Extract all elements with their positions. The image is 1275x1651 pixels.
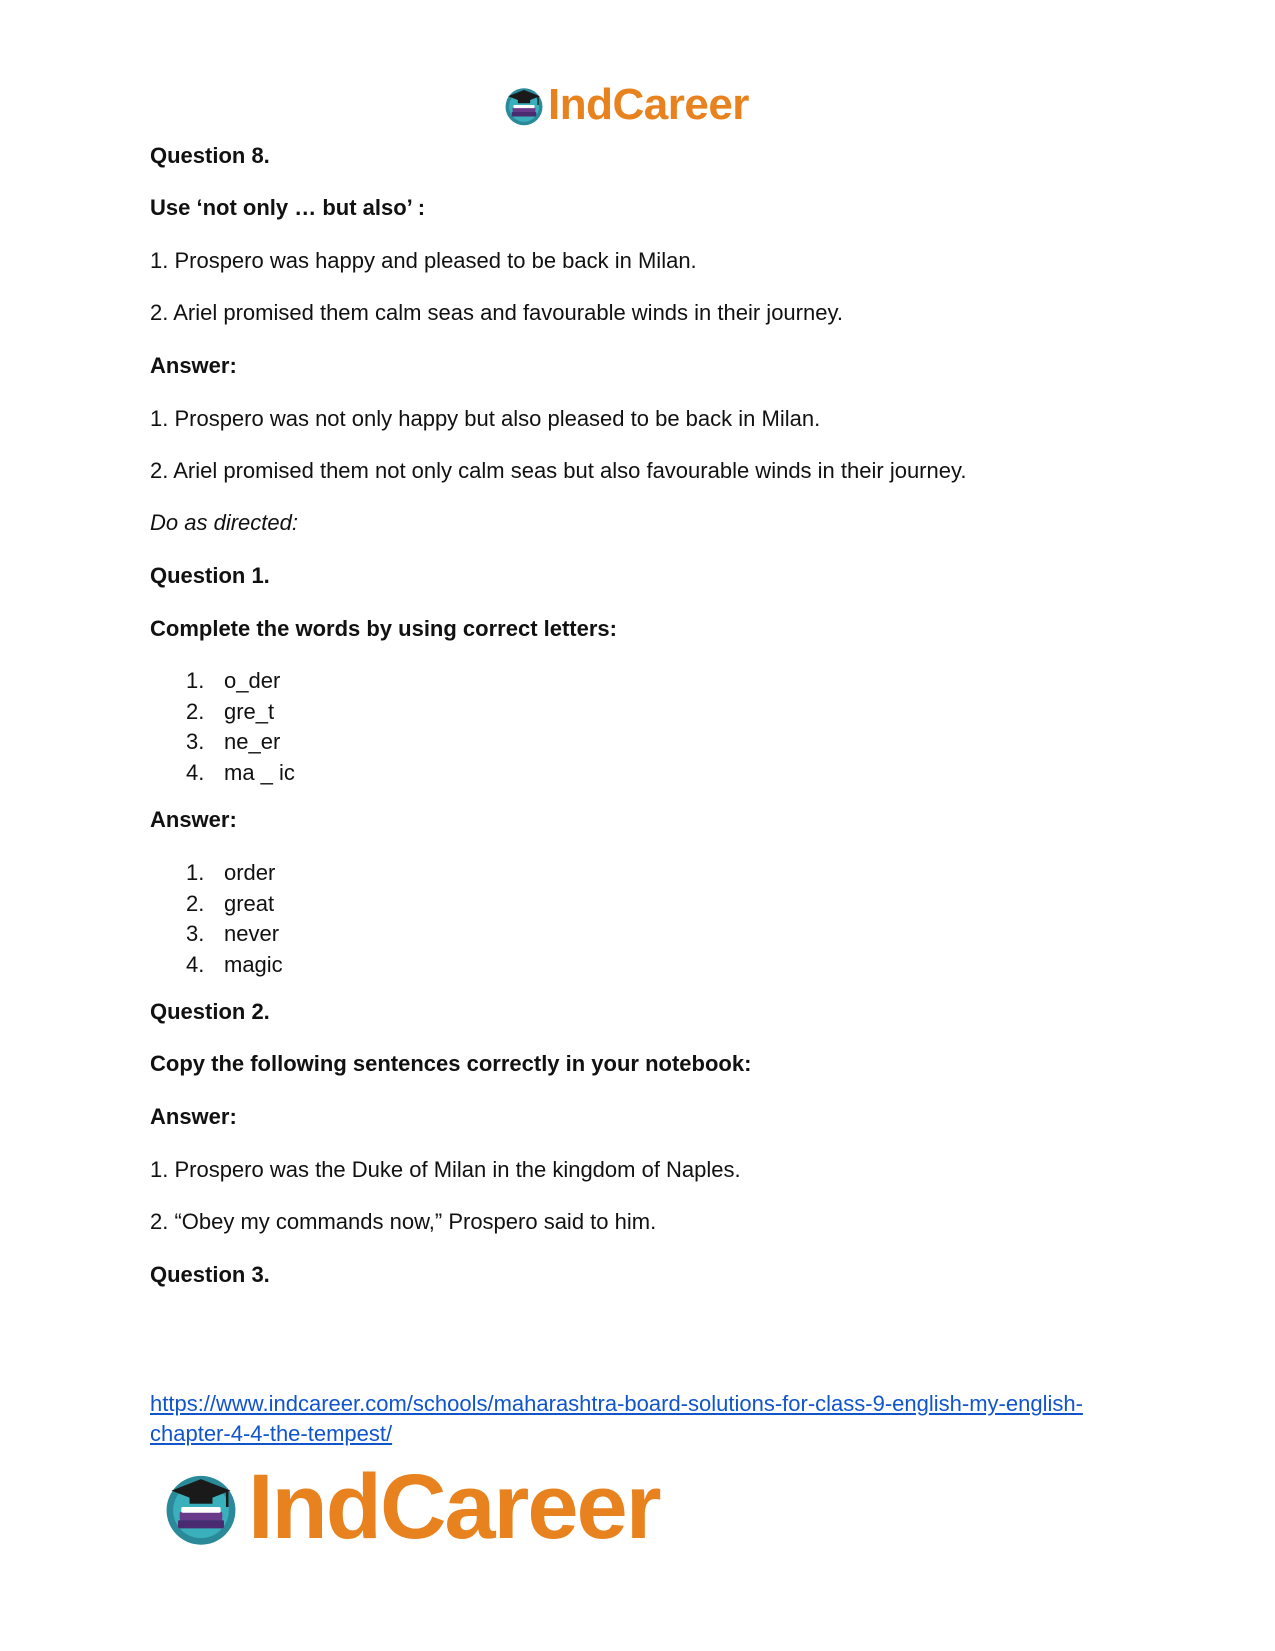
answer-label: Answer: (150, 353, 237, 378)
graduation-cap-books-icon (502, 83, 546, 127)
list-item: 4. magic (186, 951, 283, 977)
question-1-title: Question 1. (150, 563, 270, 588)
brand-wordmark: IndCareer (248, 1456, 660, 1558)
question-8-item: 1. Prospero was happy and pleased to be back in Milan. (150, 248, 697, 273)
source-url-line: chapter-4-4-the-tempest/ (150, 1421, 393, 1446)
list-item: 3. ne_er (186, 729, 281, 754)
question-8-title: Question 8. (150, 143, 270, 168)
answer-item: 1. Prospero was the Duke of Milan in the kingdom of Naples. (150, 1157, 741, 1182)
list-item: 2. great (186, 890, 275, 916)
list-item: 1. order (186, 860, 276, 885)
question-1-instruction: Complete the words by using correct letters: (150, 616, 617, 641)
header-logo (502, 80, 749, 130)
question-1-word-list (186, 666, 295, 788)
question-2-title: Question 2. (150, 999, 270, 1024)
question-1-answer-list (186, 858, 283, 980)
answer-item: 2. “Obey my commands now,” Prospero said to him. (150, 1209, 657, 1234)
list-item: 4. ma _ ic (186, 759, 295, 785)
answer-item: 1. Prospero was not only happy but also pleased to be back in Milan. (150, 406, 821, 431)
answer-label: Answer: (150, 1104, 237, 1129)
footer-logo (160, 1456, 660, 1558)
answer-label: Answer: (150, 807, 237, 832)
answer-item: 2. Ariel promised them not only calm seas but also favourable winds in their journey. (150, 458, 967, 483)
list-item: 3. never (186, 921, 280, 946)
list-item: 2. gre_t (186, 698, 275, 724)
brand-wordmark: IndCareer (548, 80, 749, 129)
list-item: 1. o_der (186, 668, 281, 693)
source-url-line: https://www.indcareer.com/schools/maharashtra-board-solutions-for-class-9-english-my-english- (150, 1391, 1083, 1416)
question-8-item: 2. Ariel promised them calm seas and favourable winds in their journey. (150, 300, 843, 325)
source-url-link[interactable] (150, 1389, 1150, 1449)
question-2-instruction: Copy the following sentences correctly in your notebook: (150, 1051, 752, 1076)
question-8-instruction: Use ‘not only … but also’ : (150, 195, 426, 220)
graduation-cap-books-icon (160, 1466, 242, 1548)
question-3-title: Question 3. (150, 1262, 270, 1287)
section-directive: Do as directed: (150, 510, 298, 535)
